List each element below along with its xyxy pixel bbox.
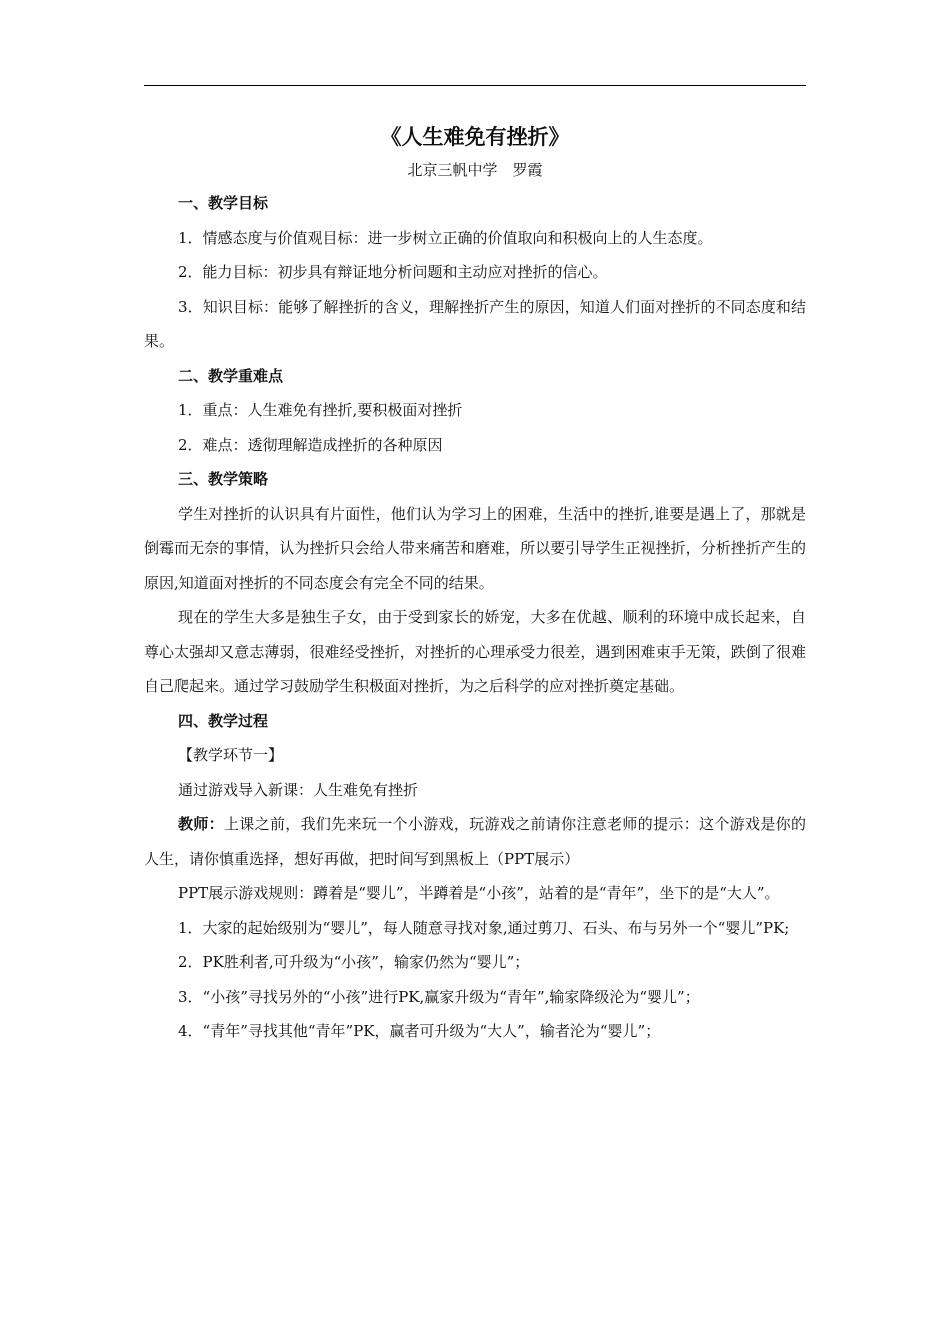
section-heading-key-points: 二、教学重难点 [178, 366, 284, 385]
teacher-text: 上课之前，我们先来玩一个小游戏，玩游戏之前请你注意老师的提示：这个游戏是你的人生，请你慎重选择，想好再做，把时间写到黑板上（PPT展示） [144, 815, 806, 868]
strategy-paragraph: 现在的学生大多是独生子女，由于受到家长的娇宠，大多在优越、顺利的环境中成长起来，自尊心太强却又意志薄弱，很难经受挫折，对挫折的心理承受力很差，遇到困难束手无策，跌倒了很难自己爬起来。通过学习鼓励学生积极面对挫折，为之后科学的应对挫折奠定基础。 [144, 608, 806, 695]
key-point-item: 1．重点：人生难免有挫折,要积极面对挫折 [178, 401, 463, 419]
objective-item: 1．情感态度与价值观目标：进一步树立正确的价值取向和积极向上的人生态度。 [178, 228, 713, 247]
segment-label: 【教学环节一】 [178, 746, 284, 764]
rules-intro: PPT展示游戏规则：蹲着是“婴儿”，半蹲着是“小孩”，站着的是“青年”，坐下的是“大人”。 [178, 884, 780, 902]
rule-item: 4．“青年”寻找其他“青年”PK，赢者可升级为“大人”，输者沦为“婴儿”； [178, 1022, 661, 1040]
header-rule [144, 85, 806, 86]
section-heading-process: 四、教学过程 [178, 711, 269, 730]
teacher-paragraph [144, 807, 806, 876]
section-heading-objectives: 一、教学目标 [178, 194, 269, 212]
objective-item: 2．能力目标：初步具有辩证地分析问题和主动应对挫折的信心。 [178, 263, 608, 281]
section-heading-strategy: 三、教学策略 [178, 470, 269, 488]
intro-line: 通过游戏导入新课：人生难免有挫折 [178, 780, 419, 799]
key-point-item: 2．难点：透彻理解造成挫折的各种原因 [178, 435, 443, 454]
teacher-label: 教师： [178, 815, 224, 833]
objective-item: 3．知识目标：能够了解挫折的含义，理解挫折产生的原因，知道人们面对挫折的不同态度和结果。 [144, 297, 806, 350]
document-body [144, 120, 806, 1049]
rule-item: 1．大家的起始级别为“婴儿”，每人随意寻找对象,通过剪刀、石头、布与另外一个“婴儿”PK; [178, 918, 790, 937]
strategy-paragraph: 学生对挫折的认识具有片面性，他们认为学习上的困难，生活中的挫折,谁要是遇上了，那就是倒霉而无奈的事情，认为挫折只会给人带来痛苦和磨难，所以要引导学生正视挫折，分析挫折产生的原因,知道面对挫折的不同态度会有完全不同的结果。 [144, 504, 806, 592]
author-line: 北京三帆中学 罗霞 [407, 161, 543, 179]
rule-item: 2．PK胜利者,可升级为“小孩”，输家仍然为“婴儿”； [178, 953, 530, 971]
document-title: 《人生难免有挫折》 [380, 124, 570, 149]
rule-item: 3．“小孩”寻找另外的“小孩”进行PK,赢家升级为“青年”,输家降级沦为“婴儿”； [178, 987, 700, 1006]
